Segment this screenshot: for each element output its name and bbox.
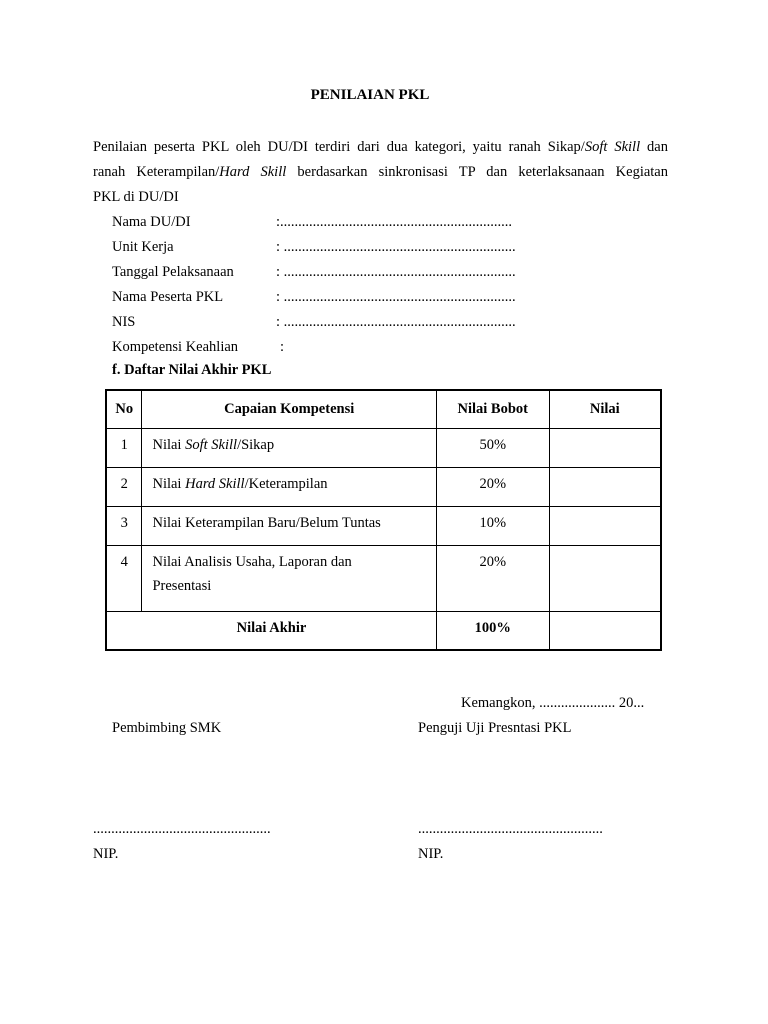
nip-left: NIP. [93, 846, 119, 862]
signer-left-label: Pembimbing SMK [112, 720, 222, 736]
field-nis [112, 310, 672, 335]
header-bobot: Nilai Bobot [436, 390, 549, 429]
field-kompetensi-keahlian [112, 335, 672, 360]
section-heading: f. Daftar Nilai Akhir PKL [112, 362, 272, 378]
cell-nilai[interactable] [549, 546, 661, 612]
table-header-row [106, 390, 661, 429]
cell-no: 4 [106, 546, 142, 612]
field-value[interactable]: : ................................................................ [276, 239, 516, 255]
intro-line-3: PKL di DU/DI [93, 189, 179, 205]
cell-nilai[interactable] [549, 429, 661, 468]
intro-line-2: ranah Keterampilan/Hard Skill berdasarkan sinkronisasi TP dan keterlaksanaan Kegiatan [93, 164, 668, 180]
grades-table [105, 389, 662, 651]
cell-bobot: 50% [436, 429, 549, 468]
field-label: Nama DU/DI [112, 214, 191, 230]
cell-nilai[interactable] [549, 507, 661, 546]
field-unit-kerja [112, 235, 672, 260]
cell-bobot: 20% [436, 468, 549, 507]
signature-line-right[interactable]: ................................................... [418, 821, 603, 837]
field-label: NIS [112, 314, 136, 330]
field-value[interactable]: : [280, 339, 285, 355]
cell-nilai[interactable] [549, 468, 661, 507]
place-date: Kemangkon, ..................... 20... [461, 695, 645, 711]
info-fields [112, 210, 672, 360]
intro-line-1: Penilaian peserta PKL oleh DU/DI terdiri dari dua kategori, yaitu ranah Sikap/Soft Skill dan [93, 139, 668, 155]
field-nama-dudi [112, 210, 672, 235]
final-label: Nilai Akhir [106, 612, 436, 651]
table-final-row [106, 612, 661, 651]
cell-capaian: Nilai Analisis Usaha, Laporan dan Presentasi [142, 546, 436, 612]
cell-no: 2 [106, 468, 142, 507]
signer-right-label: Penguji Uji Presntasi PKL [418, 720, 572, 736]
cell-capaian: Nilai Keterampilan Baru/Belum Tuntas [142, 507, 436, 546]
field-value[interactable]: : ................................................................ [276, 289, 516, 305]
intro-paragraph [93, 135, 668, 210]
field-value[interactable]: :................................................................ [276, 214, 513, 230]
nip-right: NIP. [418, 846, 444, 862]
table-row [106, 546, 661, 612]
page-title: PENILAIAN PKL [310, 87, 430, 103]
field-nama-peserta [112, 285, 672, 310]
final-bobot: 100% [436, 612, 549, 651]
field-value[interactable]: : ................................................................ [276, 264, 516, 280]
cell-no: 1 [106, 429, 142, 468]
header-capaian: Capaian Kompetensi [142, 390, 436, 429]
cell-bobot: 20% [436, 546, 549, 612]
field-tanggal-pelaksanaan [112, 260, 672, 285]
cell-bobot: 10% [436, 507, 549, 546]
field-label: Unit Kerja [112, 239, 174, 255]
field-label: Tanggal Pelaksanaan [112, 264, 234, 280]
field-label: Kompetensi Keahlian [112, 339, 239, 355]
final-nilai[interactable] [549, 612, 661, 651]
cell-no: 3 [106, 507, 142, 546]
table-row [106, 507, 661, 546]
table-row [106, 468, 661, 507]
table-row [106, 429, 661, 468]
cell-capaian: Nilai Soft Skill/Sikap [142, 429, 436, 468]
field-label: Nama Peserta PKL [112, 289, 224, 305]
header-no: No [106, 390, 142, 429]
header-nilai: Nilai [549, 390, 661, 429]
cell-capaian: Nilai Hard Skill/Keterampilan [142, 468, 436, 507]
signature-line-left[interactable]: ................................................. [93, 821, 271, 837]
field-value[interactable]: : ................................................................ [276, 314, 516, 330]
